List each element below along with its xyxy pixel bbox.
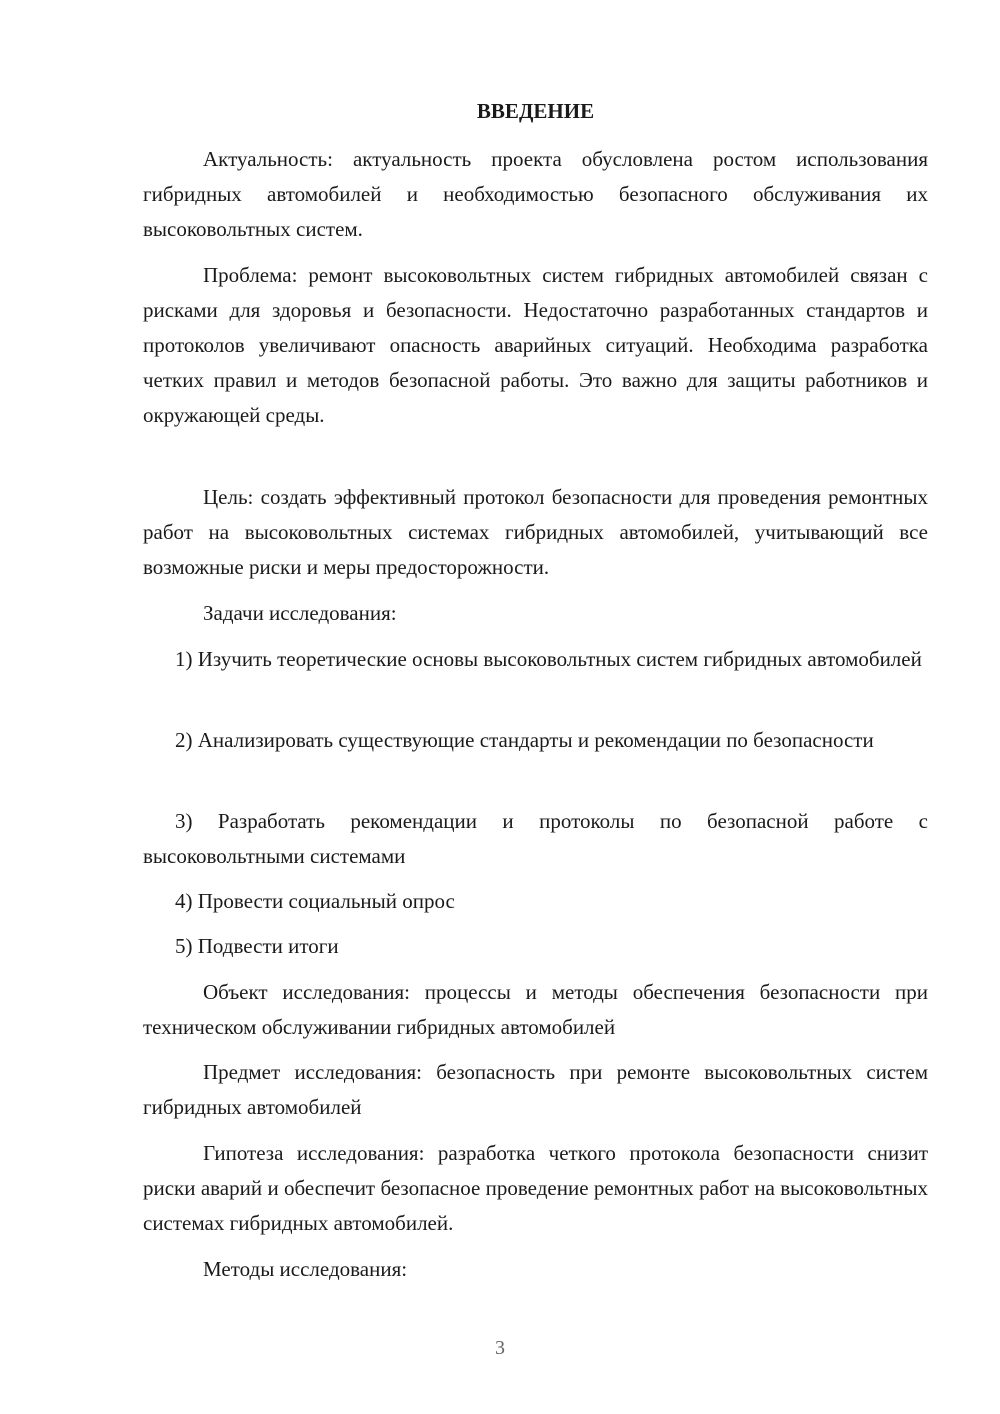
task-item: 5) Подвести итоги (175, 934, 339, 958)
task-item: 1) Изучить теоретические основы высоковольтных систем гибридных автомобилей (175, 647, 922, 671)
paragraph-subject: Предмет исследования: безопасность при ремонте высоковольтных систем гибридных автомобилей (143, 1060, 928, 1119)
paragraph-problem: Проблема: ремонт высоковольтных систем гибридных автомобилей связан с рисками для здоровья и безопасности. Недостаточно разработанных стандартов и протоколов увеличивают опасность аварийных ситуаций. Необходима разработка четких правил и методов безопасной работы. Это важно для защиты работников и окружающей среды. (143, 263, 928, 427)
paragraph-tasks-heading: Задачи исследования: (203, 601, 397, 625)
task-item: 2) Анализировать существующие стандарты и рекомендации по безопасности (175, 728, 874, 752)
page-title: ВВЕДЕНИЕ (476, 99, 595, 123)
paragraph-object: Объект исследования: процессы и методы обеспечения безопасности при техническом обслуживании гибридных автомобилей (143, 980, 928, 1039)
paragraph-hypothesis: Гипотеза исследования: разработка четкого протокола безопасности снизит риски аварий и обеспечит безопасное проведение ремонтных работ на высоковольтных системах гибридных автомобилей. (143, 1141, 928, 1235)
page-number: 3 (495, 1337, 505, 1359)
paragraph-goal: Цель: создать эффективный протокол безопасности для проведения ремонтных работ на высоковольтных системах гибридных автомобилей, учитывающий все возможные риски и меры предосторожности. (143, 485, 928, 579)
task-item: 4) Провести социальный опрос (175, 889, 455, 913)
paragraph-methods: Методы исследования: (203, 1257, 408, 1281)
task-item: 3) Разработать рекомендации и протоколы по безопасной работе с высоковольтными системами (143, 809, 928, 868)
paragraph-relevance: Актуальность: актуальность проекта обусловлена ростом использования гибридных автомобилей и необходимостью безопасного обслуживания их высоковольтных систем. (143, 147, 928, 241)
